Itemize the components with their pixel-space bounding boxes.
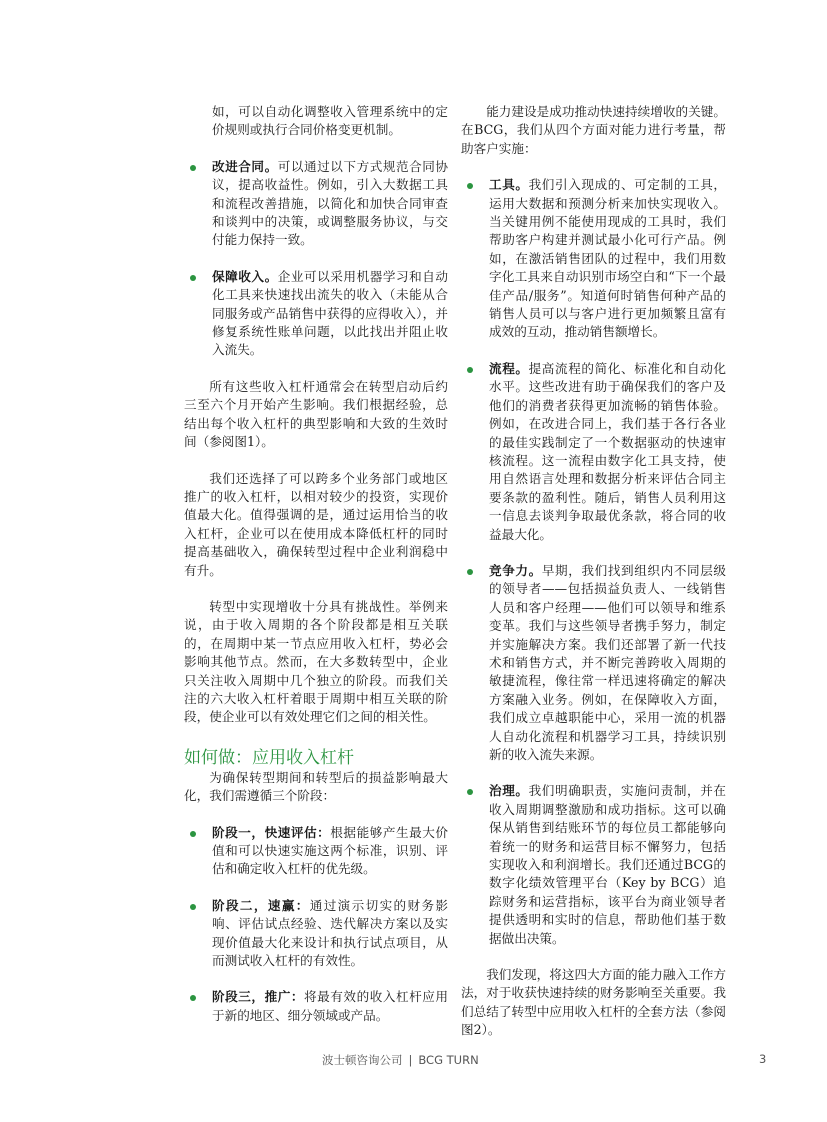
bullet-text: 我们引入现成的、可定制的工具，运用大数据和预测分析来加快实现收入。当关键用例不能使用现成的工具时，我们帮助客户构建并测试最小化可行产品。例如，在激活销售团队的过程中，我们用数字化工具来自动识别市场空白和“下一个最佳产品/服务”。知道何时销售何种产品的销售人员可以与客户进行更加频繁且富有成效的互动，推动销售额增长。 [489,177,727,340]
footer-separator: | [408,1053,413,1067]
bullet-text: 我们明确职责，实施问责制，并在收入周期调整激励和成功指标。这可以确保从销售到结账环节的每位员工都能够向着统一的财务和运营目标不懈努力，包括实现收入和利润增长。我们还通过BCG的数字化绩效管理平台（Key by BCG）追踪财务和运营指标，该平台为商业领导者提供透明和实时的信息，帮助他们基于数据做出决策。 [489,783,727,946]
bullet-text: 将最有效的收入杠杆应用于新的地区、细分领域或产品。 [212,989,449,1023]
bullet-dot-icon [467,367,473,373]
bullet-title: 治理。 [489,783,529,799]
right-column [461,103,726,1040]
bullet-title: 阶段三，推广： [212,989,304,1005]
bullet-text: 根据能够产生最大价值和可以快速实施这两个标准，识别、评估和确定收入杠杆的优先级。 [212,824,449,877]
bullet-revenue-protection [184,268,448,360]
bullet-dot-icon [467,789,473,795]
bullet-competency [461,562,726,764]
bullet-title: 竞争力。 [489,562,542,578]
footer-brand [322,1052,479,1068]
bullet-phase-one [184,824,448,879]
paragraph: 所有这些收入杠杆通常会在转型启动后约三至六个月开始产生影响。我们根据经验，总结出每个收入杠杆的典型影响和大致的生效时间（参阅图1）。 [184,378,448,450]
bullet-text: 通过演示切实的财务影响、评估试点经验、迭代解决方案以及实现价值最大化来设计和执行试点项目，从而测试收入杠杆的有效性。 [212,897,449,969]
bullet-text: 企业可以采用机器学习和自动化工具来快速找出流失的收入（未能从合同服务或产品销售中获得的应得收入），并修复系统性账单问题，以此找出并阻止收入流失。 [212,268,449,358]
bullet-governance [461,782,726,948]
bullet-title: 阶段二，速赢： [212,897,310,913]
bullet-dot-icon [190,904,196,910]
bullet-title: 流程。 [489,360,529,376]
bullet-text: 提高流程的简化、标准化和自动化水平。这些改进有助于确保我们的客户及他们的消费者获得更加流畅的销售体验。例如，在改进合同上，我们基于各行各业的最佳实践制定了一个数据驱动的快速审核流程。这一流程由数字化工具支持，使用自然语言处理和数据分析来评估合同主要条款的盈利性。随后，销售人员利用这一信息去谈判争取最优条款，将合同的收益最大化。 [489,360,727,542]
bullet-title: 工具。 [489,177,529,193]
bullet-contracts [184,158,448,250]
bullet-title: 改进合同。 [212,158,278,174]
bullet-phase-three [184,988,448,1025]
bullet-dot-icon [190,275,196,281]
left-column [184,103,448,1025]
bullet-title: 阶段一，快速评估： [212,824,331,840]
paragraph: 我们还选择了可以跨多个业务部门或地区推广的收入杠杆，以相对较少的投资，实现价值最大化。值得强调的是，通过运用恰当的收入杠杆，企业可以在使用成本降低杠杆的同时提高基础收入，确保转型过程中企业利润稳中有升。 [184,470,448,578]
bullet-dot-icon [190,995,196,1001]
bullet-text: 早期，我们找到组织内不同层级的领导者——包括损益负责人、一线销售人员和客户经理——他们可以领导和维系变革。我们与这些领导者携手努力，制定并实施解决方案。我们还部署了新一代技术和销售方式，并不断完善跨收入周期的敏捷流程，像往常一样迅速将确定的解决方案融入业务。例如，在保障收入方面，我们成立卓越职能中心，采用一流的机器人自动化流程和机器学习工具，持续识别新的收入流失来源。 [489,562,727,762]
bullet-text: 可以通过以下方式规范合同协议，提高收益性。例如，引入大数据工具和流程改善措施，以简化和加快合同审查和谈判中的决策，或调整服务协议，与交付能力保持一致。 [212,158,449,248]
bullet-tools [461,176,726,342]
bullet-process [461,360,726,544]
bullet-dot-icon [467,183,473,189]
bullet-dot-icon [190,165,196,171]
closing-paragraph: 我们发现，将这四大方面的能力融入工作方法，对于收获快速持续的财务影响至关重要。我们总结了转型中应用收入杠杆的全套方法（参阅图2）。 [461,967,726,1038]
paragraph: 为确保转型期间和转型后的损益影响最大化，我们需遵循三个阶段： [184,769,448,804]
paragraph: 能力建设是成功推动快速持续增收的关键。在BCG，我们从四个方面对能力进行考量，帮助客户实施： [461,104,726,156]
paragraph: 转型中实现增收十分具有挑战性。举例来说，由于收入周期的各个阶段都是相互关联的，在周期中某一节点应用收入杠杆，势必会影响其他节点。然而，在大多数转型中，企业只关注收入周期中几个独立的阶段。而我们关注的六大收入杠杆着眼于周期中相互关联的阶段，使企业可以有效处理它们之间的相关性。 [184,598,448,725]
page-number: 3 [759,1052,767,1066]
footer-publication: BCG TURN [418,1053,479,1067]
bullet-dot-icon [467,569,473,575]
section-heading: 如何做：应用收入杠杆 [184,747,354,768]
bullet-title: 保障收入。 [212,268,278,284]
intro-continuation: 如，可以自动化调整收入管理系统中的定价规则或执行合同价格变更机制。 [212,104,448,138]
bullet-dot-icon [190,831,196,837]
bullet-phase-two [184,897,448,971]
footer-company: 波士顿咨询公司 [322,1053,403,1067]
